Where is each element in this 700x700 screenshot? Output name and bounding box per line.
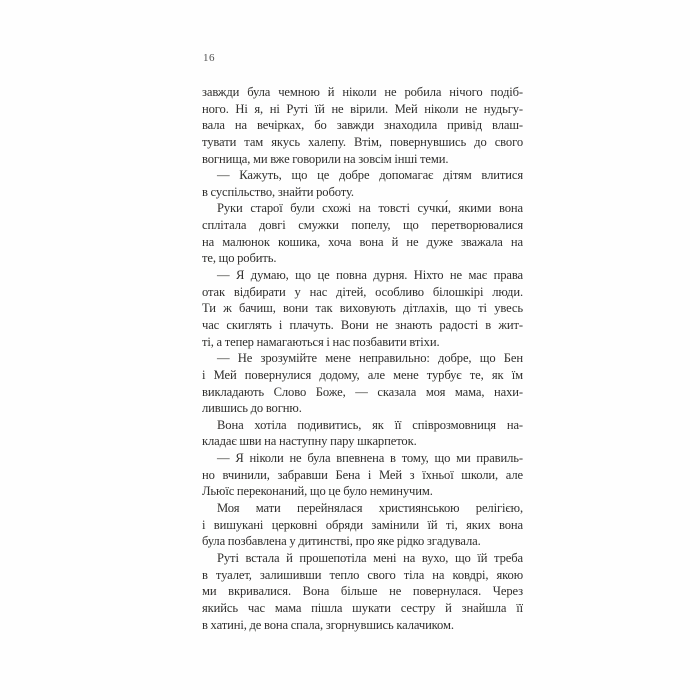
text-line: лившись до вогню. <box>202 401 302 416</box>
text-block <box>202 84 523 633</box>
text-line: Руті встала й прошепотіла мені на вухо, що їй треба <box>217 550 523 565</box>
paragraph <box>202 267 523 350</box>
text-line: завжди була чемною й ніколи не робила нічого подіб- <box>202 85 523 99</box>
text-line: і вишукані церковні обряди замінили їй ті, яких вона <box>202 517 523 532</box>
paragraph <box>202 550 523 633</box>
text-line: отак відбирати у нас дітей, особливо білошкірі люди. <box>202 284 523 299</box>
text-line: Моя мати перейнялася християнською релігією, <box>217 501 523 516</box>
text-line: — Не зрозумійте мене неправильно: добре, що Бен <box>217 351 523 366</box>
text-line: ного. Ні я, ні Руті їй не вірили. Мей ніколи не нудьгу- <box>202 101 523 116</box>
text-line: час скиглять і плачуть. Вони не знають радості в жит- <box>202 317 523 332</box>
text-line: в суспільство, знайти роботу. <box>202 184 354 199</box>
text-line: Ти ж бачиш, вони так виховують дітлахів, що ті увесь <box>202 301 523 316</box>
paragraph <box>202 84 523 167</box>
text-line: Вона хотіла подивитись, як її співрозмовниця на- <box>217 417 523 432</box>
text-line: вогнища, ми вже говорили на зовсім інші теми. <box>202 151 449 166</box>
text-line: Льюїс переконаний, що це було неминучим. <box>202 484 433 499</box>
paragraph <box>202 167 523 200</box>
paragraph <box>202 500 523 550</box>
text-line: була позбавлена у дитинстві, про яке рідко згадувала. <box>202 534 481 549</box>
text-line: в туалет, залишивши тепло свого тіла на ковдрі, якою <box>202 567 523 582</box>
text-line: но вчинили, забравши Бена і Мей з їхньої школи, але <box>202 467 523 482</box>
text-line: сплітала довгі смужки попелу, що перетворювалися <box>202 218 523 233</box>
paragraph <box>202 417 523 450</box>
text-line: і Мей повернулися додому, але мене турбує те, як їм <box>202 367 523 382</box>
text-line: викладають Слово Боже, — сказала моя мама, нахи- <box>202 384 523 399</box>
text-line: ми вкривалися. Вона більше не повернулася. Через <box>202 584 523 599</box>
text-line: — Я думаю, що це повна дурня. Ніхто не має права <box>217 268 523 283</box>
text-line: Руки старої були схожі на товсті сучки́, якими вона <box>217 201 523 216</box>
page-number: 16 <box>203 52 215 64</box>
text-line: те, що робить. <box>202 251 277 266</box>
paragraph <box>202 450 523 500</box>
paragraph <box>202 200 523 267</box>
text-line: вала на вечірках, бо завжди знаходила привід влаш- <box>202 118 523 133</box>
text-line: ті, а тепер намагаються і нас позбавити втіхи. <box>202 334 440 349</box>
text-line: — Кажуть, що це добре допомагає дітям влитися <box>217 168 523 183</box>
text-line: на малюнок кошика, хоча вона й не дуже зважала на <box>202 234 523 249</box>
text-line: в хатині, де вона спала, згорнувшись калачиком. <box>202 617 454 632</box>
text-line: кладає шви на наступну пару шкарпеток. <box>202 434 417 449</box>
text-line: якийсь час мама пішла шукати сестру й знайшла її <box>202 600 523 615</box>
text-line: — Я ніколи не була впевнена в тому, що ми правиль- <box>217 451 523 466</box>
text-line: тувати там якусь халепу. Втім, повернувшись до свого <box>202 134 523 149</box>
paragraph <box>202 350 523 417</box>
